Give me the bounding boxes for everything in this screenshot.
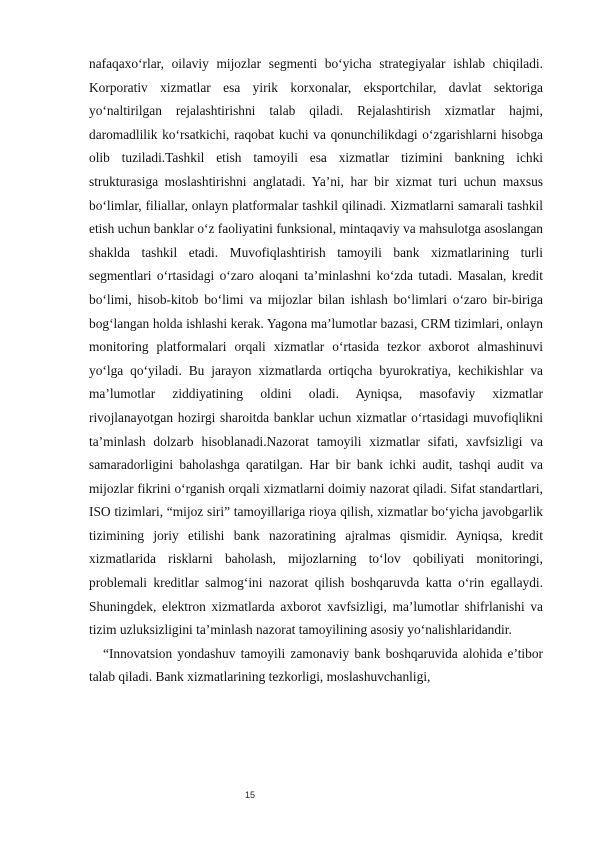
paragraph: “Innovatsion yondashuv tamoyili zamonaviy bank boshqaruvida alohida e’tibor talab qiladi. Bank xizmatlarining tezkorligi, moslashuvchanligi, <box>89 645 543 685</box>
page-number: 15 <box>244 790 255 800</box>
body-text <box>89 52 543 689</box>
paragraph: nafaqaxo‘rlar, oilaviy mijozlar segmenti bo‘yicha strategiyalar ishlab chiqiladi. Korporativ xizmatlar esa yirik korxonalar, eksportchilar, davlat sektoriga yo‘naltirilgan rejalashtirishni talab qiladi. Rejalashtirish xizmatlar hajmi, daromadlilik ko‘rsatkichi, raqobat kuchi va qonunchilikdagi o‘zgarishlarni hisobga olib tuziladi.Tashkil etish tamoyili esa xizmatlar tizimini bankning ichki strukturasiga moslashtirishni anglatadi. Ya’ni, har bir xizmat turi uchun maxsus bo‘limlar, filiallar, onlayn platformalar tashkil qilinadi. Xizmatlarni samarali tashkil etish uchun banklar o‘z faoliyatini funksional, mintaqaviy va mahsulotga asoslangan shaklda tashkil etadi. Muvofiqlashtirish tamoyili bank xizmatlarining turli segmentlari o‘rtasidagi o‘zaro aloqani ta’minlashni ko‘zda tutadi. Masalan, kredit bo‘limi, hisob-kitob bo‘limi va mijozlar bilan ishlash bo‘limlari o‘zaro bir-biriga bog‘langan holda ishlashi kerak. Yagona ma’lumotlar bazasi, CRM tizimlari, onlayn monitoring platformalari orqali xizmatlar o‘rtasida tezkor axborot almashinuvi yo‘lga qo‘yiladi. Bu jarayon xizmatlarda ortiqcha byurokratiya, kechikishlar va ma’lumotlar ziddiyatining oldini oladi. Ayniqsa, masofaviy xizmatlar rivojlanayotgan hozirgi sharoitda banklar uchun xizmatlar o‘rtasidagi muvofiqlikni ta’minlash dolzarb hisoblanadi.Nazorat tamoyili xizmatlar sifati, xavfsizligi va samaradorligini baholashga qaratilgan. Har bir bank ichki audit, tashqi audit va mijozlar fikrini o‘rganish orqali xizmatlarni doimiy nazorat qiladi. Sifat standartlari, ISO tizimlari, “mijoz siri” tamoyillariga rioya qilish, xizmatlar bo‘yicha javobgarlik tizimining joriy etilishi bank nazoratining ajralmas qismidir. Ayniqsa, kredit xizmatlarida risklarni baholash, mijozlarning to‘lov qobiliyati monitoringi, problemali kreditlar salmog‘ini nazorat qilish boshqaruvda katta o‘rin egallaydi. Shuningdek, elektron xizmatlarda axborot xavfsizligi, ma’lumotlar shifrlanishi va tizim uzluksizligini ta’minlash nazorat tamoyilining asosiy yo‘nalishlaridandir. <box>89 56 543 638</box>
